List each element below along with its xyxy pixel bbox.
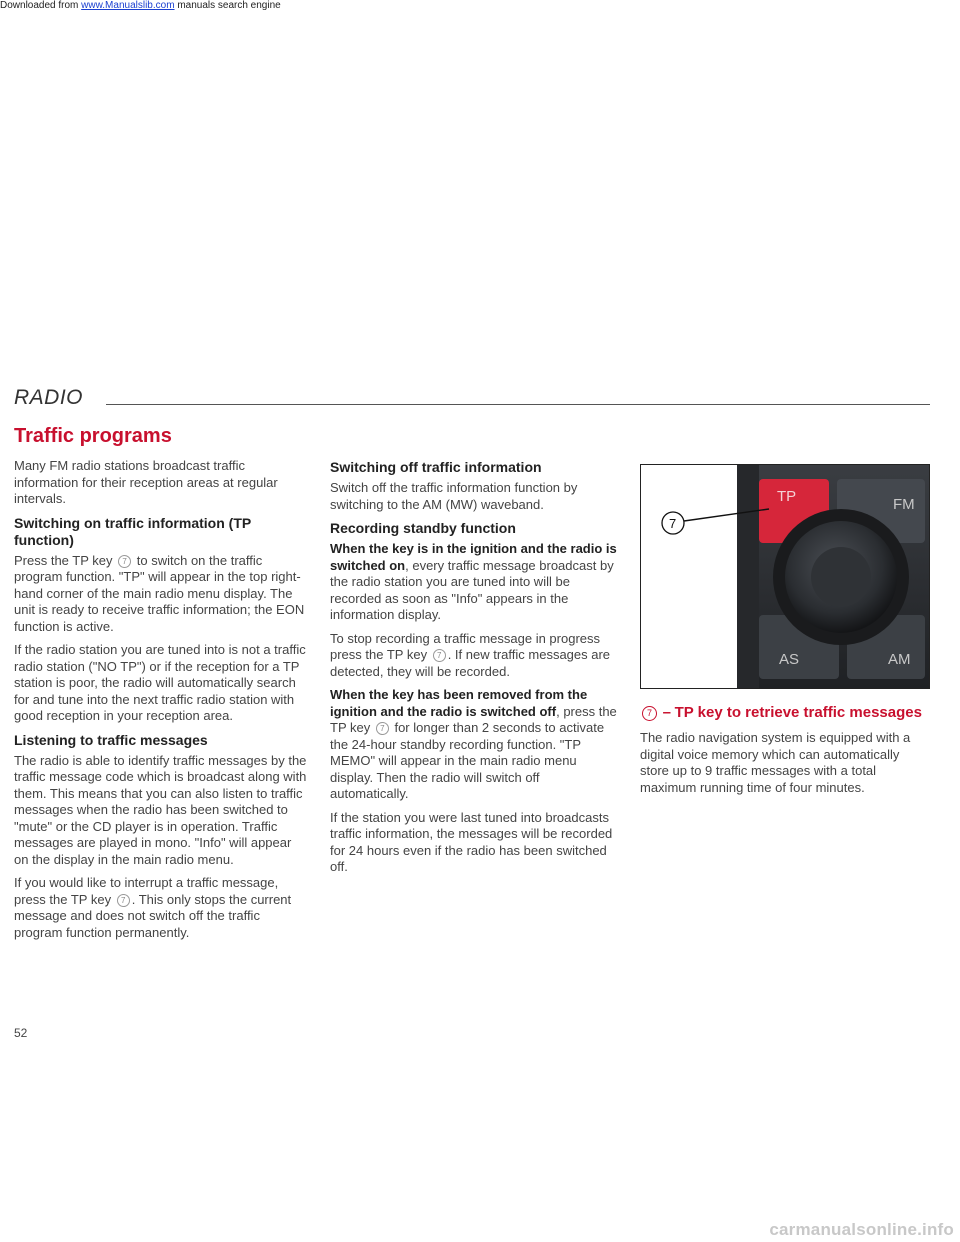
grille-left xyxy=(737,465,759,688)
heading-recording: Recording standby function xyxy=(330,520,516,536)
column-1 xyxy=(14,458,308,948)
radio-controls-figure xyxy=(640,464,930,689)
inline-heading: When the key has been removed from the ignition and the radio is xyxy=(330,687,588,719)
manualslib-link[interactable]: www.Manualslib.com xyxy=(81,0,175,11)
download-source-line xyxy=(0,0,281,11)
text: . This only stops the current message and does not switch off the traffic program function permanently. xyxy=(14,891,292,940)
page-title: Traffic programs xyxy=(14,425,172,447)
intro-paragraph: Many FM radio stations broadcast traffic information for their reception areas at regular intervals. xyxy=(14,458,278,506)
text: . If new traffic messages are detected, they will be recorded. xyxy=(330,647,611,679)
paragraph-key-removed xyxy=(330,687,617,803)
column-3 xyxy=(640,703,930,803)
paragraph-switch-on xyxy=(14,553,308,636)
paragraph-no-tp: If the radio station you are tuned into is not a traffic radio station ("NO TP") or if the reception for a TP station is poor, the radio will automatically search for and tune into the next traffic radio station with good reception in your reception area. xyxy=(14,642,306,723)
paragraph-last-station: If the station you were last tuned into broadcasts traffic information, the messages will be recorded for 24 hours even if the radio has been switched off. xyxy=(330,809,613,874)
center-knob-highlight xyxy=(811,547,871,607)
watermark: carmanualsonline.info xyxy=(769,1220,954,1239)
callout-number: 7 xyxy=(669,516,677,531)
key-7-circle-icon: 7 xyxy=(117,894,130,907)
source-prefix: Downloaded from xyxy=(0,0,79,11)
section-title: RADIO xyxy=(14,386,84,409)
inline-heading: When the key is in the ignition and the radio is switched on xyxy=(330,541,617,573)
paragraph-ignition-in xyxy=(330,541,617,624)
heading-switch-on: Switching on traffic information (TP function) xyxy=(14,514,251,548)
caption-title: TP key to retrieve traffic messages xyxy=(674,704,922,721)
key-7-circle-icon: 7 xyxy=(118,555,131,568)
paragraph-stop xyxy=(330,631,617,681)
paragraph-interrupt xyxy=(14,875,308,941)
as-button-label: AS xyxy=(779,651,800,668)
figure-caption xyxy=(640,703,930,722)
radio-controls-illustration xyxy=(641,465,929,688)
key-7-circle-icon: 7 xyxy=(376,722,389,735)
page-number: 52 xyxy=(14,1026,28,1040)
key-7-circle-icon: 7 xyxy=(642,706,657,721)
caption-dash: – xyxy=(662,704,671,721)
text: Press the TP key xyxy=(14,552,113,568)
inline-heading-bold: switched off xyxy=(480,703,557,719)
fm-button-label: FM xyxy=(893,496,915,513)
text: , every traffic message broadcast by the radio station you are tuned into will be recorded as soon as "Info" appears in the information display. xyxy=(330,557,614,622)
key-7-circle-icon: 7 xyxy=(433,649,446,662)
text: , press the TP key xyxy=(330,703,617,735)
column-2 xyxy=(330,459,617,883)
paragraph-listening: The radio is able to identify traffic messages by the traffic message code which is broadcast along with them. This means that you can also listen to traffic messages when the radio has been switched to "mute" or the CD player is in operation. Traffic messages are played in mono. "Info" will appear on the display in the main radio menu. xyxy=(14,752,307,867)
text: To stop recording a traffic message in progress press the TP key xyxy=(330,630,601,662)
heading-listening: Listening to traffic messages xyxy=(14,731,208,748)
section-header xyxy=(14,386,930,416)
source-suffix: manuals search engine xyxy=(177,0,281,11)
paragraph-switch-off: Switch off the traffic information function by switching to the AM (MW) waveband. xyxy=(330,480,578,512)
paragraph-voice-memory: The radio navigation system is equipped with a digital voice memory which can automatically store up to 9 traffic messages with a total maximum running time of four minutes. xyxy=(640,730,911,795)
heading-switch-off: Switching off traffic information xyxy=(330,459,542,475)
am-button-label: AM xyxy=(888,651,911,668)
text: for longer than 2 seconds to activate the 24-hour standby recording function. "TP MEMO" will appear in the main radio menu display. Then the radio will switch off automatically. xyxy=(330,720,605,801)
section-rule xyxy=(106,404,930,405)
tp-button-label: TP xyxy=(777,488,797,505)
text: If you would like to interrupt a traffic message, press the TP key xyxy=(14,875,279,907)
text: to switch on the traffic program function. "TP" will appear in the top right-hand corner of the main radio menu display. The unit is ready to receive traffic information; the EON function is active. xyxy=(14,552,305,634)
